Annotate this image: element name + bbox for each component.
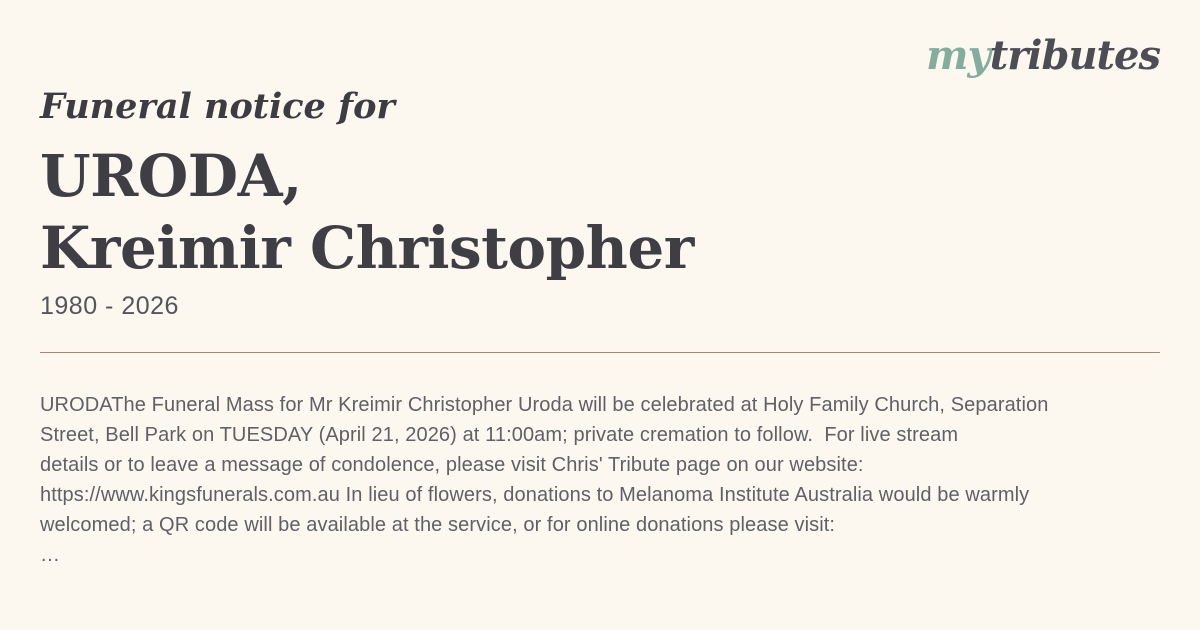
notice-body-line: https://www.kingsfunerals.com.au In lieu of flowers, donations to Melanoma Institute Australia would be warmly [40, 484, 1030, 506]
deceased-given-names: Kreimir Christopher [40, 214, 694, 282]
notice-body-line: URODAThe Funeral Mass for Mr Kreimir Christopher Uroda will be celebrated at Holy Family Church, Separation [40, 394, 1049, 416]
notice-body-ellipsis: … [40, 544, 61, 566]
notice-body-line: Street, Bell Park on TUESDAY (April 21, 2026) at 11:00am; private cremation to follow. For live stream [40, 424, 959, 446]
notice-kicker: Funeral notice for [40, 86, 395, 127]
logo-prefix: my [926, 32, 990, 79]
notice-body-line: welcomed; a QR code will be available at the service, or for online donations please visit: [40, 514, 836, 536]
logo-suffix: tributes [989, 32, 1160, 79]
notice-body [40, 390, 1160, 570]
life-years: 1980 - 2026 [40, 292, 179, 320]
notice-body-line: details or to leave a message of condolence, please visit Chris' Tribute page on our website: [40, 454, 864, 476]
deceased-name [40, 140, 694, 284]
deceased-surname: URODA, [40, 142, 302, 210]
divider-line [40, 352, 1160, 353]
mytributes-logo [926, 32, 1160, 79]
